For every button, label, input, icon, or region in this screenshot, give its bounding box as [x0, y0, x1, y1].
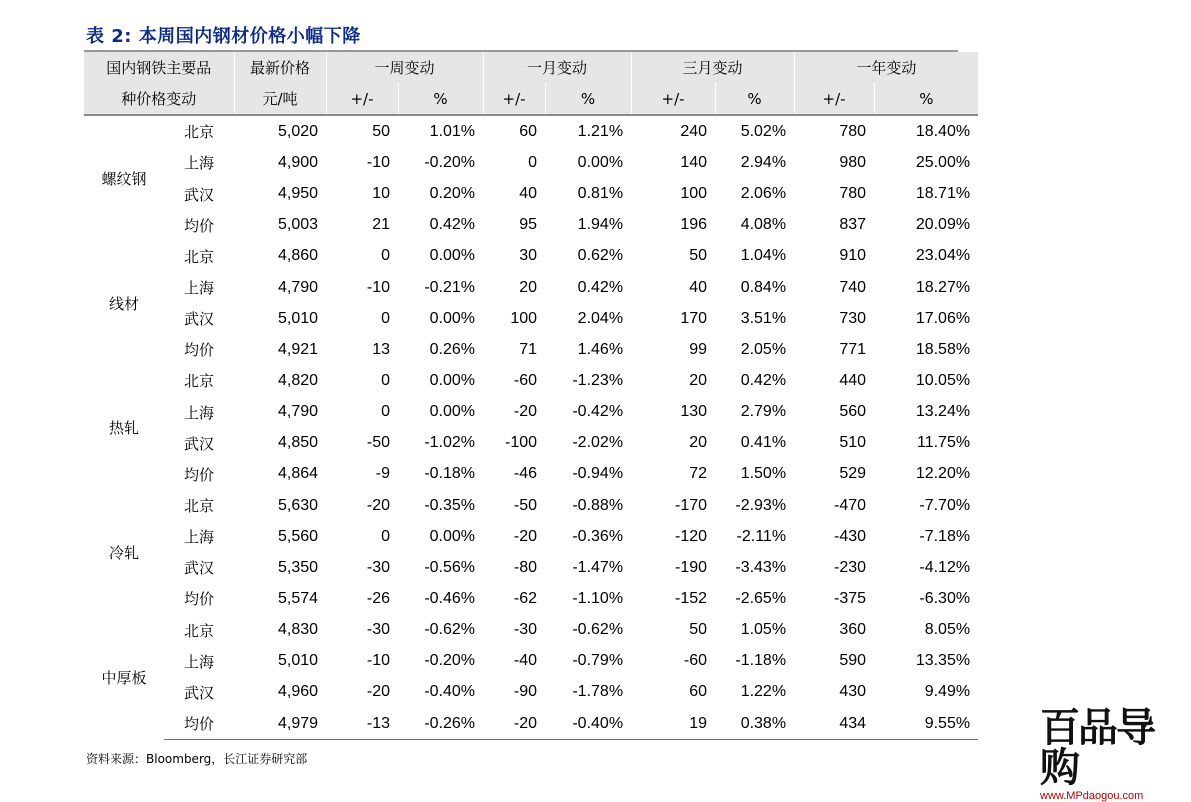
table-cell: -100 — [505, 434, 538, 452]
table-cell: 13.24% — [915, 403, 971, 421]
city-label: 均价 — [184, 590, 215, 609]
table-cell: -2.11% — [736, 527, 787, 545]
table-cell: 10 — [372, 185, 391, 203]
header-quarter-change: 三月变动 — [631, 52, 794, 83]
city-label: 均价 — [184, 341, 215, 360]
category-label: 冷轧 — [108, 543, 139, 562]
table-cell: -0.35% — [424, 496, 476, 514]
table-cell: 130 — [680, 403, 708, 421]
table-cell: 2.79% — [740, 403, 787, 421]
table-cell: 100 — [680, 185, 708, 203]
table-cell: -0.62% — [572, 621, 624, 639]
table-row — [84, 303, 978, 334]
table-cell: -60 — [683, 652, 708, 670]
table-cell: 740 — [839, 278, 867, 296]
table-cell: 0.00% — [429, 527, 476, 545]
table-cell: -0.88% — [572, 496, 624, 514]
table-cell: 0.20% — [429, 185, 476, 203]
table-cell: 0 — [528, 153, 538, 171]
table-cell: -10 — [366, 652, 391, 670]
logo-text: 百品导购 — [1040, 705, 1154, 791]
table-cell: 0 — [381, 309, 391, 327]
table-cell: -40 — [513, 652, 538, 670]
city-label: 北京 — [184, 621, 215, 640]
table-cell: -0.40% — [424, 683, 476, 701]
header-year-change: 一年变动 — [794, 52, 978, 83]
table-cell: 730 — [839, 309, 867, 327]
table-cell: 1.21% — [577, 122, 624, 140]
table-cell: 3.51% — [740, 309, 787, 327]
table-row — [84, 646, 978, 677]
table-cell: -1.78% — [572, 683, 624, 701]
table-cell: -0.20% — [424, 652, 476, 670]
table-cell: -26 — [366, 589, 391, 607]
header-year-pct: % — [874, 83, 978, 115]
table-row — [84, 272, 978, 303]
table-cell: 0.42% — [740, 371, 787, 389]
category-label: 热轧 — [108, 419, 139, 438]
table-cell: 560 — [839, 403, 867, 421]
table-cell: -30 — [513, 621, 538, 639]
table-cell: 23.04% — [915, 247, 971, 265]
table-cell: 19 — [631, 708, 715, 740]
table-title: 表 2: 本周国内钢材价格小幅下降 — [86, 26, 361, 47]
table-cell: 1.50% — [740, 465, 787, 483]
table-cell: 13 — [372, 340, 391, 358]
table-row — [84, 365, 978, 396]
table-cell: -0.21% — [424, 278, 476, 296]
table-cell: 60 — [519, 122, 538, 140]
table-cell: -20 — [483, 708, 545, 740]
table-cell: 9.55% — [874, 708, 978, 740]
table-row — [84, 115, 978, 147]
table-cell: 430 — [839, 683, 867, 701]
table-cell: 0.42% — [429, 216, 476, 234]
table-cell: 837 — [839, 216, 867, 234]
table-cell: -2.02% — [572, 434, 624, 452]
table-cell: 170 — [680, 309, 708, 327]
table-cell: -0.40% — [545, 708, 631, 740]
table-row — [84, 490, 978, 521]
table-cell: 5,574 — [277, 589, 319, 607]
table-cell: -10 — [366, 278, 391, 296]
table-cell: 5.02% — [740, 122, 787, 140]
table-cell: -0.62% — [424, 621, 476, 639]
table-cell: 529 — [839, 465, 867, 483]
table-cell: -90 — [513, 683, 538, 701]
table-cell: 12.20% — [915, 465, 971, 483]
table-cell: -9 — [375, 465, 391, 483]
table-cell: 0.00% — [429, 309, 476, 327]
table-cell: -0.20% — [424, 153, 476, 171]
city-label: 上海 — [184, 403, 215, 422]
table-cell: 17.06% — [915, 309, 971, 327]
table-cell: 2.05% — [740, 340, 787, 358]
table-cell: -13 — [326, 708, 398, 740]
table-cell: -10 — [366, 153, 391, 171]
table-cell: -7.70% — [919, 496, 971, 514]
table-cell: 0.84% — [740, 278, 787, 296]
header-month-pct: % — [545, 83, 631, 115]
table-cell: 0.00% — [577, 153, 624, 171]
header-row-2 — [84, 83, 978, 115]
table-cell: -1.47% — [572, 558, 624, 576]
table-cell: 18.40% — [915, 122, 971, 140]
table-cell: 0.42% — [577, 278, 624, 296]
table-cell: 140 — [680, 153, 708, 171]
city-label: 武汉 — [184, 683, 215, 702]
city-label: 北京 — [184, 247, 215, 266]
table-cell: 5,630 — [277, 496, 319, 514]
table-cell: 0.00% — [429, 371, 476, 389]
header-latest-price: 最新价格 — [234, 52, 326, 83]
category-label: 螺纹钢 — [101, 170, 147, 189]
table-cell: 4,790 — [277, 403, 319, 421]
header-row-1 — [84, 52, 978, 83]
table-cell: -7.18% — [919, 527, 971, 545]
header-year-abs: +/- — [794, 83, 874, 115]
table-cell: 8.05% — [924, 621, 971, 639]
city-label: 北京 — [184, 372, 215, 391]
table-cell: 10.05% — [915, 371, 971, 389]
table-cell: 0.38% — [715, 708, 794, 740]
table-cell: 590 — [839, 652, 867, 670]
table-cell: 1.01% — [429, 122, 476, 140]
table-cell: 4,820 — [277, 371, 319, 389]
table-cell: -60 — [513, 371, 538, 389]
table-cell: -1.02% — [424, 434, 476, 452]
table-cell: 780 — [839, 185, 867, 203]
table-cell: 0.26% — [429, 340, 476, 358]
table-row — [84, 428, 978, 459]
table-cell: -0.18% — [424, 465, 476, 483]
table-cell: 434 — [794, 708, 874, 740]
table-cell: -0.36% — [572, 527, 624, 545]
table-cell: -1.18% — [735, 652, 787, 670]
table-row — [84, 583, 978, 614]
table-cell: 9.49% — [924, 683, 971, 701]
table-cell: 20 — [689, 434, 708, 452]
city-label: 武汉 — [184, 185, 215, 204]
table-cell: -430 — [834, 527, 867, 545]
table-row — [84, 147, 978, 178]
table-cell: 980 — [839, 153, 867, 171]
table-cell: 4.08% — [740, 216, 787, 234]
table-cell: 240 — [680, 122, 708, 140]
table-cell: 40 — [519, 185, 538, 203]
city-label: 北京 — [184, 123, 215, 142]
table-cell: 5,010 — [277, 652, 319, 670]
table-cell: 4,864 — [277, 465, 319, 483]
table-cell: -20 — [366, 496, 391, 514]
table-cell: 20 — [519, 278, 538, 296]
table-cell: 910 — [839, 247, 867, 265]
header-category-line2: 种价格变动 — [84, 83, 234, 115]
table-row — [84, 521, 978, 552]
table-cell: 4,950 — [277, 185, 319, 203]
table-cell: 40 — [689, 278, 708, 296]
table-cell: 30 — [519, 247, 538, 265]
table-row — [84, 677, 978, 708]
table-cell: 2.94% — [740, 153, 787, 171]
table-cell: 20.09% — [915, 216, 971, 234]
table-row — [84, 334, 978, 365]
table-cell: 196 — [680, 216, 708, 234]
table-cell: -6.30% — [919, 589, 971, 607]
table-cell: -375 — [834, 589, 867, 607]
table-cell: 99 — [689, 340, 708, 358]
table-cell: 0.81% — [577, 185, 624, 203]
table-cell: 20 — [689, 371, 708, 389]
table-cell: -62 — [513, 589, 538, 607]
city-label: 均价 — [164, 708, 234, 740]
city-label: 上海 — [184, 652, 215, 671]
table-cell: 4,979 — [234, 708, 326, 740]
table-cell: -20 — [513, 403, 538, 421]
table-cell: -20 — [366, 683, 391, 701]
city-label: 均价 — [184, 465, 215, 484]
table-cell: 11.75% — [917, 434, 971, 452]
table-cell: 4,850 — [277, 434, 319, 452]
logo-url: www.MPdaogou.com — [1040, 790, 1144, 802]
table-row — [84, 459, 978, 490]
table-row — [84, 552, 978, 583]
table-row — [84, 241, 978, 272]
city-label: 武汉 — [184, 310, 215, 329]
table-cell: -46 — [513, 465, 538, 483]
table-cell: 0.62% — [577, 247, 624, 265]
table-row — [84, 615, 978, 646]
header-quarter-pct: % — [715, 83, 794, 115]
table-cell: 21 — [372, 216, 391, 234]
header-unit: 元/吨 — [234, 83, 326, 115]
table-cell: 5,350 — [277, 558, 319, 576]
table-cell: 4,921 — [277, 340, 319, 358]
city-label: 均价 — [184, 216, 215, 235]
table-cell: 360 — [839, 621, 867, 639]
table-cell: -0.94% — [572, 465, 624, 483]
table-cell: 5,003 — [277, 216, 319, 234]
table-cell: -190 — [675, 558, 708, 576]
table-cell: 4,790 — [277, 278, 319, 296]
table-row — [84, 708, 978, 740]
table-cell: 4,830 — [277, 621, 319, 639]
table-cell: 0 — [381, 403, 391, 421]
table-cell: -20 — [513, 527, 538, 545]
table-cell: 18.58% — [915, 340, 971, 358]
table-cell: 18.71% — [915, 185, 971, 203]
table-cell: 50 — [689, 247, 708, 265]
table-cell: 780 — [839, 122, 867, 140]
table-cell: 13.35% — [915, 652, 971, 670]
header-month-abs: +/- — [483, 83, 545, 115]
table-cell: 72 — [689, 465, 708, 483]
table-cell: 510 — [839, 434, 867, 452]
table-cell: 0 — [381, 527, 391, 545]
table-cell: -170 — [675, 496, 708, 514]
header-quarter-abs: +/- — [631, 83, 715, 115]
table-cell: 50 — [372, 122, 391, 140]
table-cell: 100 — [510, 309, 538, 327]
table-cell: -2.93% — [735, 496, 787, 514]
table-cell: 5,010 — [277, 309, 319, 327]
table-cell: 60 — [689, 683, 708, 701]
table-cell: 1.94% — [577, 216, 624, 234]
table-row — [84, 179, 978, 210]
table-cell: 440 — [839, 371, 867, 389]
city-label: 北京 — [184, 497, 215, 516]
table-cell: 2.04% — [577, 309, 624, 327]
header-category: 国内钢铁主要品 — [84, 52, 234, 83]
table-cell: 0 — [381, 247, 391, 265]
table-cell: -152 — [675, 589, 708, 607]
table-cell: -4.12% — [919, 558, 971, 576]
table-cell: 1.05% — [740, 621, 787, 639]
table-cell: 1.04% — [740, 247, 787, 265]
header-week-pct: % — [398, 83, 483, 115]
table-cell: 0 — [381, 371, 391, 389]
table-row — [84, 210, 978, 241]
table-row — [84, 397, 978, 428]
watermark-logo — [1040, 705, 1180, 802]
table-cell: 18.27% — [915, 278, 971, 296]
table-cell: -50 — [366, 434, 391, 452]
source-note: 资料来源：Bloomberg，长江证券研究部 — [86, 752, 308, 766]
table-cell: -30 — [366, 558, 391, 576]
table-cell: -120 — [675, 527, 708, 545]
table-cell: -50 — [513, 496, 538, 514]
table-cell: 25.00% — [915, 153, 971, 171]
table-cell: -2.65% — [735, 589, 787, 607]
table-cell: 1.22% — [740, 683, 787, 701]
table-cell: -1.10% — [572, 589, 624, 607]
city-label: 武汉 — [184, 434, 215, 453]
city-label: 上海 — [184, 154, 215, 173]
table-cell: -80 — [513, 558, 538, 576]
table-cell: 4,860 — [277, 247, 319, 265]
header-month-change: 一月变动 — [483, 52, 631, 83]
table-cell: -3.43% — [735, 558, 787, 576]
city-label: 上海 — [184, 528, 215, 547]
table-cell: 4,960 — [277, 683, 319, 701]
header-week-change: 一周变动 — [326, 52, 483, 83]
city-label: 上海 — [184, 279, 215, 298]
table-cell: 50 — [689, 621, 708, 639]
steel-price-table — [84, 52, 978, 740]
table-cell: -0.26% — [398, 708, 483, 740]
city-label: 武汉 — [184, 559, 215, 578]
table-cell: 0.00% — [429, 403, 476, 421]
table-cell: 2.06% — [740, 185, 787, 203]
category-label: 中厚板 — [101, 668, 147, 687]
category-label: 线材 — [108, 294, 139, 313]
table-cell: 0.41% — [740, 434, 787, 452]
table-cell: 4,900 — [277, 153, 319, 171]
table-cell: -0.42% — [572, 403, 624, 421]
table-cell: 771 — [839, 340, 867, 358]
table-cell: -470 — [834, 496, 867, 514]
table-cell: 5,020 — [277, 122, 319, 140]
table-cell: -0.79% — [572, 652, 624, 670]
table-cell: -30 — [366, 621, 391, 639]
table-cell: 95 — [519, 216, 538, 234]
table-cell: 0.00% — [429, 247, 476, 265]
table-cell: -0.46% — [424, 589, 476, 607]
table-cell: -0.56% — [424, 558, 476, 576]
table-cell: -230 — [834, 558, 867, 576]
table-cell: -1.23% — [572, 371, 624, 389]
table-cell: 5,560 — [277, 527, 319, 545]
header-week-abs: +/- — [326, 83, 398, 115]
table-cell: 1.46% — [577, 340, 624, 358]
table-cell: 71 — [519, 340, 538, 358]
